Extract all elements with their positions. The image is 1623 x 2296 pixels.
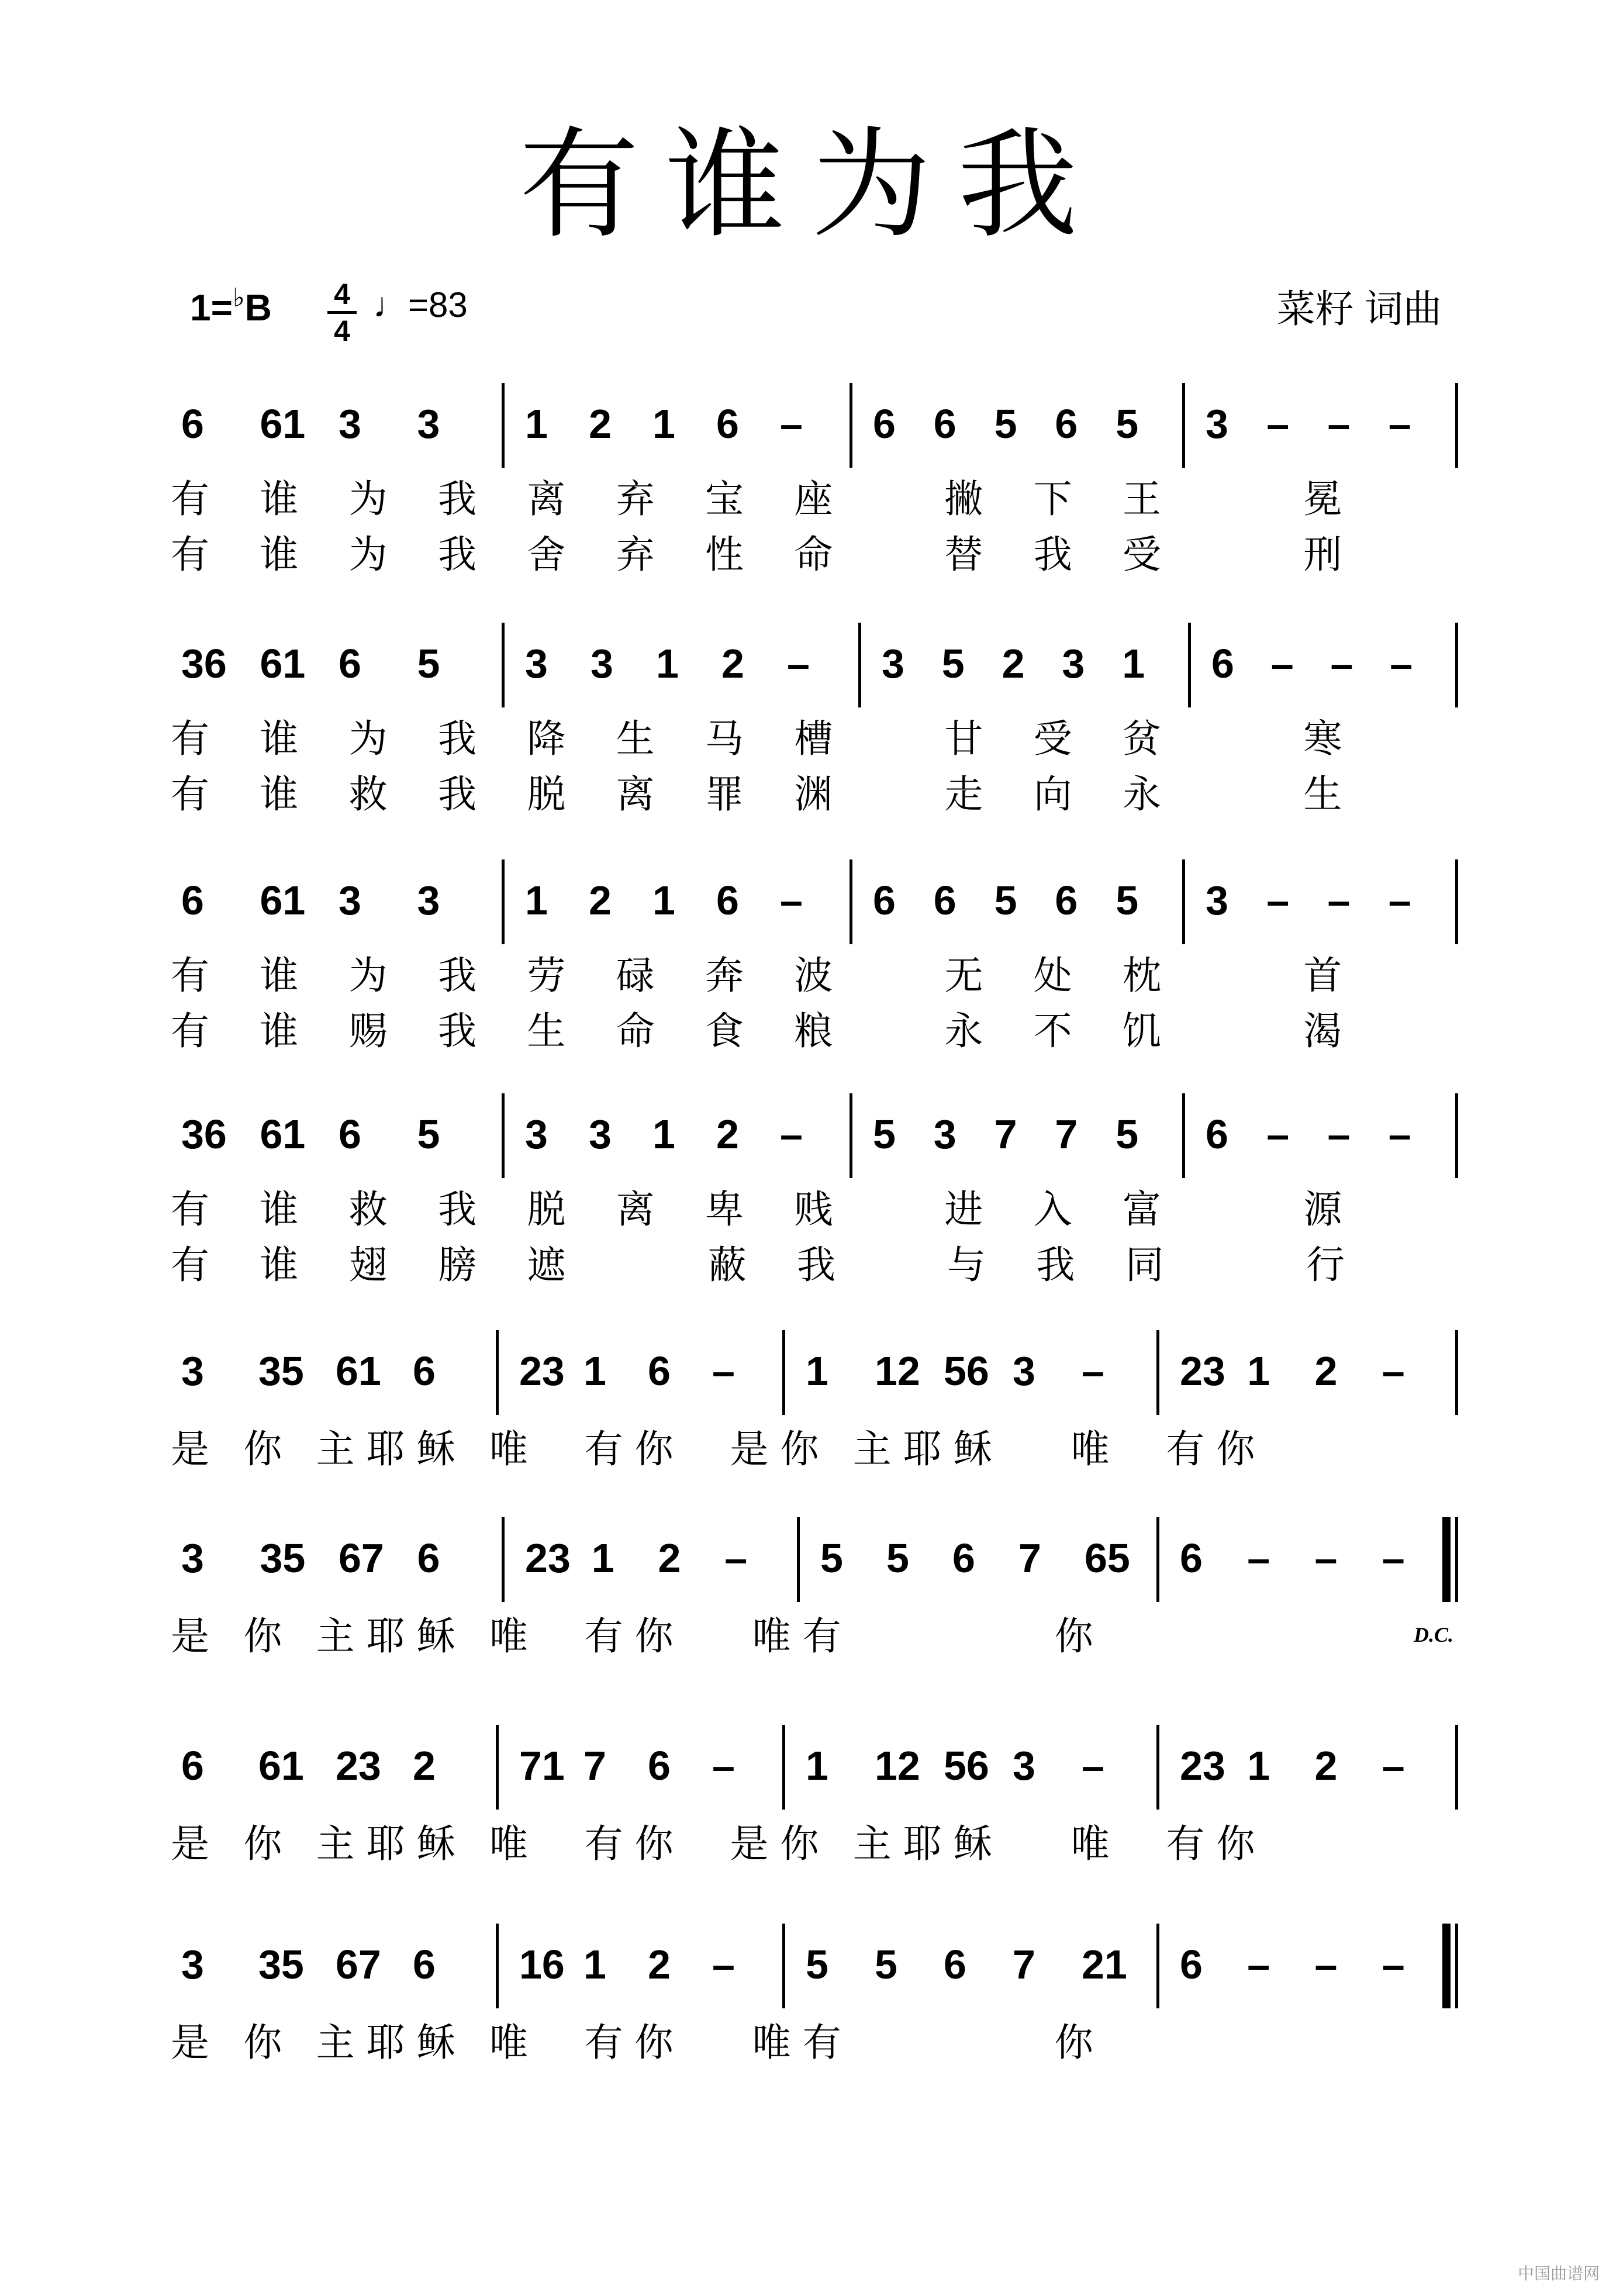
note: 5 <box>994 878 1017 923</box>
note: 6 <box>716 401 739 447</box>
note: 3 <box>525 1111 548 1157</box>
time-signature <box>327 279 357 346</box>
note: 6 <box>873 401 896 447</box>
barline <box>1455 859 1458 944</box>
note: 1 <box>583 1942 606 1987</box>
note: 67 <box>339 1535 384 1581</box>
barline <box>1455 1330 1458 1415</box>
barline <box>858 623 861 707</box>
barline <box>797 1517 800 1602</box>
lyric-line: 是 你 主耶稣 唯 有你 唯有 你 <box>171 1614 1105 1658</box>
barline <box>502 1093 505 1178</box>
note: 5 <box>1116 878 1139 923</box>
note: 61 <box>258 1743 304 1789</box>
note: – <box>1390 641 1413 686</box>
lyric-line: 有 谁 救 我 脱 离 罪 渊 走 向 永 生 <box>171 772 1362 816</box>
note: – <box>1327 401 1351 447</box>
note: 6 <box>648 1743 671 1789</box>
barline <box>1455 1517 1458 1602</box>
note: 12 <box>875 1743 920 1789</box>
note: 36 <box>181 641 227 686</box>
note: – <box>1330 641 1353 686</box>
barline <box>1455 623 1458 707</box>
barline <box>1182 859 1185 944</box>
author-credit: 菜籽 词曲 <box>1276 287 1442 330</box>
barline <box>496 1725 499 1810</box>
note: – <box>1327 878 1351 923</box>
note: – <box>1266 878 1290 923</box>
note: 6 <box>1180 1942 1203 1987</box>
page-title: 有谁为我 <box>519 116 1104 255</box>
note: 7 <box>1013 1942 1035 1987</box>
lyric-line: 有 谁 为 我 劳 碌 奔 波 无 处 枕 首 <box>171 954 1362 997</box>
barline <box>1156 1725 1159 1810</box>
note: 6 <box>648 1348 671 1394</box>
note: 56 <box>944 1348 989 1394</box>
note: 5 <box>886 1535 909 1581</box>
note: – <box>1327 1111 1351 1157</box>
final-barline <box>1442 1924 1451 2008</box>
note: – <box>1270 641 1294 686</box>
note: 5 <box>994 401 1017 447</box>
note: – <box>1382 1743 1405 1789</box>
final-barline <box>1442 1517 1451 1602</box>
note: 6 <box>873 878 896 923</box>
lyric-line: 是 你 主耶稣 唯 有你 是你 主耶稣 唯 有你 <box>171 1427 1267 1470</box>
note: 6 <box>1211 641 1234 686</box>
barline <box>1182 383 1185 468</box>
note: 1 <box>652 878 675 923</box>
note: – <box>787 641 810 686</box>
note: 35 <box>258 1348 304 1394</box>
barline <box>1156 1924 1159 2008</box>
note: 3 <box>417 878 440 923</box>
note: 1 <box>1122 641 1145 686</box>
watermark: 中国曲谱网 <box>1517 2264 1600 2283</box>
key-name: B <box>244 286 272 329</box>
note: 2 <box>413 1743 436 1789</box>
note: 3 <box>933 1111 956 1157</box>
note: 1 <box>1247 1348 1270 1394</box>
note: 2 <box>589 878 612 923</box>
note: 6 <box>413 1348 436 1394</box>
note: 6 <box>339 641 361 686</box>
barline <box>1455 1924 1458 2008</box>
note: 5 <box>417 641 440 686</box>
note: 3 <box>591 641 613 686</box>
lyric-line: 有 谁 为 我 降 生 马 槽 甘 受 贫 寒 <box>171 717 1362 760</box>
note: 2 <box>1002 641 1025 686</box>
note: 1 <box>583 1348 606 1394</box>
note: – <box>724 1535 748 1581</box>
note: – <box>1314 1942 1338 1987</box>
note: 5 <box>1116 401 1139 447</box>
note: 21 <box>1082 1942 1127 1987</box>
note: 36 <box>181 1111 227 1157</box>
note: – <box>1382 1348 1405 1394</box>
lyric-line: 是 你 主耶稣 唯 有你 唯有 你 <box>171 2021 1105 2064</box>
note: – <box>1314 1535 1338 1581</box>
note: 2 <box>721 641 744 686</box>
note: 3 <box>181 1535 204 1581</box>
note: 6 <box>181 1743 204 1789</box>
barline <box>1455 1093 1458 1178</box>
lyric-line: 有 谁 为 我 舍 弃 性 命 替 我 受 刑 <box>171 533 1362 576</box>
barline <box>502 859 505 944</box>
note: 3 <box>1062 641 1085 686</box>
barline <box>502 623 505 707</box>
lyric-line: 是 你 主耶稣 唯 有你 是你 主耶稣 唯 有你 <box>171 1822 1267 1865</box>
time-denominator: 4 <box>334 315 350 347</box>
note: 1 <box>591 1535 614 1581</box>
note: – <box>780 1111 803 1157</box>
note: 3 <box>339 878 361 923</box>
note: 3 <box>1013 1348 1035 1394</box>
note: 12 <box>875 1348 920 1394</box>
note: 5 <box>806 1942 828 1987</box>
barline <box>782 1725 785 1810</box>
note: 1 <box>525 401 548 447</box>
barline <box>850 1093 852 1178</box>
note: 3 <box>417 401 440 447</box>
note: 3 <box>181 1942 204 1987</box>
note: – <box>1266 401 1290 447</box>
tempo-marking: ♩=83 <box>373 285 468 324</box>
note: 1 <box>1247 1743 1270 1789</box>
note: 7 <box>994 1111 1017 1157</box>
note: 5 <box>417 1111 440 1157</box>
note: 6 <box>1055 401 1078 447</box>
barline <box>496 1330 499 1415</box>
note: 3 <box>1206 878 1228 923</box>
note: – <box>712 1942 735 1987</box>
note: – <box>1266 1111 1290 1157</box>
barline <box>502 383 505 468</box>
note: 23 <box>1180 1743 1225 1789</box>
note: 1 <box>652 1111 675 1157</box>
note: 5 <box>941 641 965 686</box>
flat-symbol: ♭ <box>232 284 245 312</box>
note: 2 <box>716 1111 739 1157</box>
note: 1 <box>806 1743 828 1789</box>
note: 56 <box>944 1743 989 1789</box>
time-numerator: 4 <box>334 278 350 310</box>
note: – <box>1382 1535 1405 1581</box>
note: 6 <box>716 878 739 923</box>
barline <box>502 1517 505 1602</box>
note: 23 <box>519 1348 565 1394</box>
note: – <box>780 878 803 923</box>
note: 5 <box>1116 1111 1139 1157</box>
note: 1 <box>656 641 679 686</box>
note: 1 <box>652 401 675 447</box>
note: 6 <box>181 401 204 447</box>
note: 71 <box>519 1743 565 1789</box>
lyric-line: 有 谁 赐 我 生 命 食 粮 永 不 饥 渴 <box>171 1009 1362 1052</box>
note: 6 <box>1206 1111 1228 1157</box>
note: 3 <box>525 641 548 686</box>
note: 3 <box>1013 1743 1035 1789</box>
da-capo-mark: D.C. <box>1413 1623 1453 1646</box>
note: 2 <box>658 1535 681 1581</box>
note: 61 <box>260 1111 306 1157</box>
note: – <box>1082 1348 1104 1394</box>
note: 3 <box>882 641 904 686</box>
barline <box>782 1924 785 2008</box>
note: 6 <box>339 1111 361 1157</box>
note: – <box>1247 1535 1270 1581</box>
note: 1 <box>525 878 548 923</box>
note: – <box>780 401 803 447</box>
note: 6 <box>933 878 956 923</box>
note: – <box>1382 1942 1405 1987</box>
note: 3 <box>339 401 361 447</box>
note: 23 <box>525 1535 571 1581</box>
barline <box>1188 623 1191 707</box>
note: 6 <box>181 878 204 923</box>
note: 35 <box>260 1535 306 1581</box>
lyric-line: 有 谁 为 我 离 弃 宝 座 撇 下 王 冕 <box>171 477 1362 520</box>
note: 23 <box>1180 1348 1225 1394</box>
barline <box>1156 1517 1159 1602</box>
note: 6 <box>952 1535 975 1581</box>
note: – <box>1388 1111 1411 1157</box>
note: 61 <box>260 878 306 923</box>
barline <box>1156 1330 1159 1415</box>
note: 65 <box>1085 1535 1130 1581</box>
note: 16 <box>519 1942 565 1987</box>
note: 7 <box>583 1743 606 1789</box>
note: 6 <box>1180 1535 1203 1581</box>
note: 5 <box>820 1535 843 1581</box>
note: 3 <box>589 1111 612 1157</box>
note: 2 <box>589 401 612 447</box>
note: 2 <box>1314 1743 1338 1789</box>
note: 61 <box>260 401 306 447</box>
note: 1 <box>806 1348 828 1394</box>
note: – <box>712 1348 735 1394</box>
note: 61 <box>336 1348 381 1394</box>
note: 5 <box>875 1942 897 1987</box>
barline <box>782 1330 785 1415</box>
note: 61 <box>260 641 306 686</box>
barline <box>850 859 852 944</box>
note: 67 <box>336 1942 381 1987</box>
note: – <box>1388 878 1411 923</box>
barline <box>496 1924 499 2008</box>
note: – <box>712 1743 735 1789</box>
note: 6 <box>933 401 956 447</box>
note: 2 <box>1314 1348 1338 1394</box>
note: – <box>1082 1743 1104 1789</box>
barline <box>1182 1093 1185 1178</box>
note: 3 <box>181 1348 204 1394</box>
barline <box>1455 1725 1458 1810</box>
note: 2 <box>648 1942 671 1987</box>
note: 6 <box>1055 878 1078 923</box>
note: 6 <box>944 1942 966 1987</box>
key-label: 1= <box>190 286 233 329</box>
note: 5 <box>873 1111 896 1157</box>
note: 3 <box>1206 401 1228 447</box>
barline <box>1455 383 1458 468</box>
lyric-line: 有 谁 救 我 脱 离 卑 贱 进 入 富 源 <box>171 1187 1362 1231</box>
note: 7 <box>1018 1535 1041 1581</box>
note: 23 <box>336 1743 381 1789</box>
note: 35 <box>258 1942 304 1987</box>
note: 7 <box>1055 1111 1078 1157</box>
lyric-line: 有 谁 翅 膀 遮 蔽 我 与 我 同 行 <box>171 1243 1365 1286</box>
note: – <box>1247 1942 1270 1987</box>
barline <box>850 383 852 468</box>
key-signature <box>190 284 272 329</box>
note: 6 <box>417 1535 440 1581</box>
note: – <box>1388 401 1411 447</box>
note: 6 <box>413 1942 436 1987</box>
